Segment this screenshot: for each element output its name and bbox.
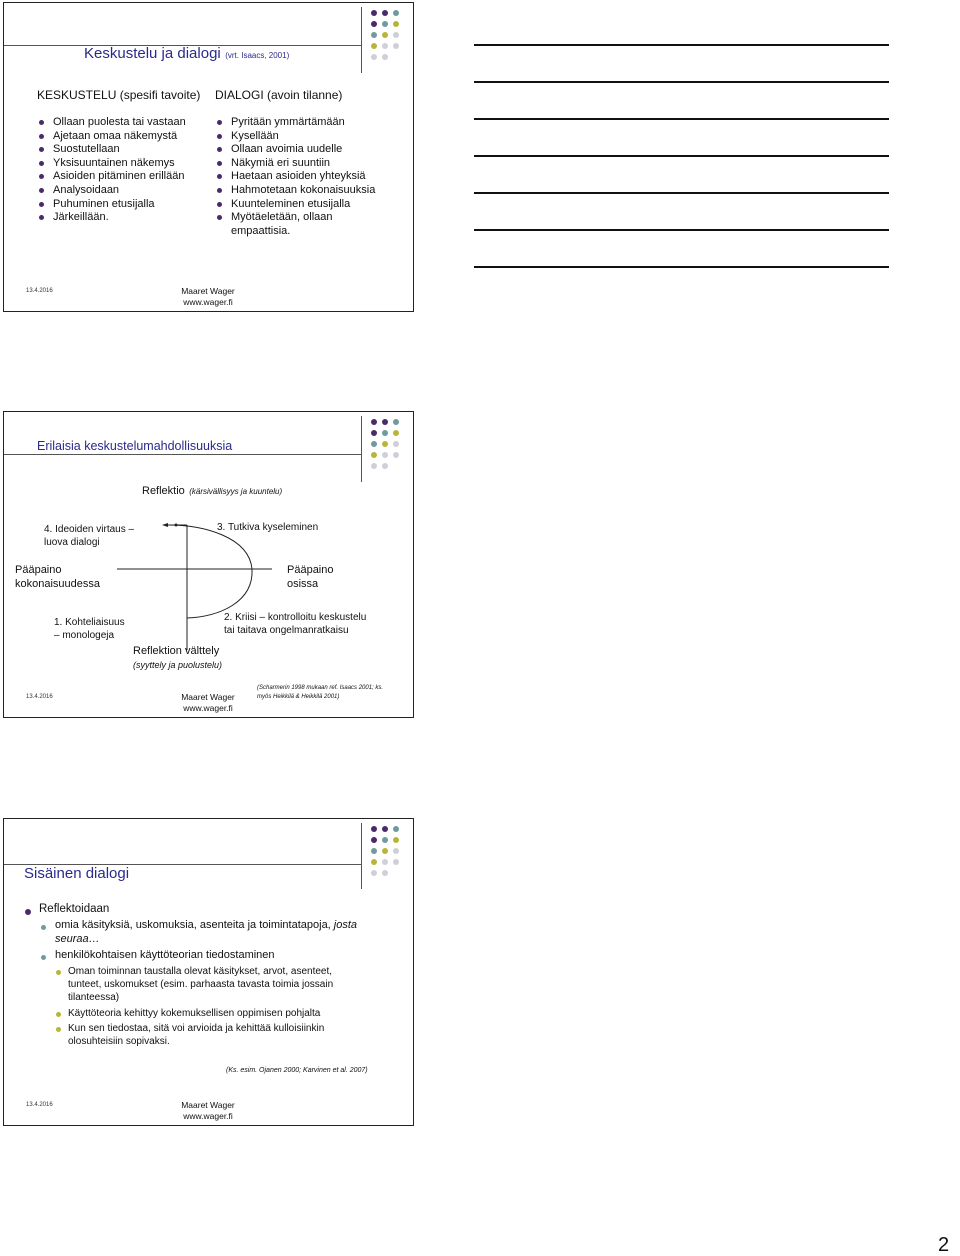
bottom-label-note: (syyttely ja puolustelu) bbox=[133, 660, 223, 670]
dot-decoration bbox=[382, 10, 388, 16]
quadrant-3-label: 3. Tutkiva kyseleminen bbox=[217, 522, 319, 533]
slide-title: Sisäinen dialogi bbox=[24, 865, 130, 882]
right-axis-line2: osissa bbox=[287, 578, 319, 590]
dot-decoration bbox=[393, 21, 399, 27]
list-item: Hahmotetaan kokonaisuuksia bbox=[231, 184, 376, 196]
bullet-icon bbox=[39, 174, 44, 179]
note-line bbox=[474, 44, 889, 46]
author-url: www.wager.fi bbox=[183, 1111, 233, 1121]
dot-decoration bbox=[371, 10, 377, 16]
list-item: Reflektoidaan bbox=[39, 903, 110, 915]
dot-decoration bbox=[382, 870, 388, 876]
list-item: Asioiden pitäminen erillään bbox=[53, 170, 185, 183]
curve-arc bbox=[168, 525, 252, 618]
bullet-icon bbox=[56, 1012, 61, 1017]
list-item: Järkeillään. bbox=[53, 211, 109, 224]
author-name: Maaret Wager bbox=[181, 692, 235, 702]
list-item: henkilökohtaisen käyttöteorian tiedostaminen bbox=[55, 949, 275, 961]
quadrant-2-line2: tai taitava ongelmanratkaisu bbox=[224, 625, 349, 636]
right-axis-line1: Pääpaino bbox=[287, 564, 334, 576]
arrow-head-left bbox=[162, 523, 168, 527]
slide-title-note: (vrt. Isaacs, 2001) bbox=[225, 51, 290, 60]
note-line bbox=[474, 118, 889, 120]
list-item bbox=[68, 1022, 324, 1048]
quadrant-4-line2: luova dialogi bbox=[44, 537, 100, 548]
arrow-dot bbox=[175, 524, 178, 527]
dot-decoration bbox=[371, 870, 377, 876]
list-item-text: omia käsityksiä, uskomuksia, asenteita ja toimintatapoja, bbox=[55, 919, 331, 931]
quadrant-4-label bbox=[44, 523, 134, 549]
list-item-line: Oman toiminnan taustalla olevat käsitykset, arvot, asenteet, bbox=[68, 966, 333, 977]
dot-decoration bbox=[382, 826, 388, 832]
dot-decoration bbox=[382, 21, 388, 27]
footer-author bbox=[168, 1100, 248, 1122]
reflektio-note: (kärsivällisyys ja kuuntelu) bbox=[189, 487, 283, 496]
page-number: 2 bbox=[938, 1234, 950, 1256]
slide-3 bbox=[3, 818, 414, 1126]
slide-2 bbox=[3, 411, 414, 718]
dot-decoration bbox=[393, 848, 399, 854]
bullet-icon bbox=[41, 925, 46, 930]
list-item: Kuunteleminen etusijalla bbox=[231, 197, 351, 210]
footer-author bbox=[168, 286, 248, 308]
dot-decoration bbox=[393, 859, 399, 865]
list-item: Myötäeletään, ollaan bbox=[231, 211, 333, 224]
dot-decoration bbox=[382, 32, 388, 38]
list-item: Ollaan puolesta tai vastaan bbox=[53, 116, 186, 128]
dot-decoration bbox=[393, 43, 399, 49]
list-item-line: tilanteessa) bbox=[68, 992, 120, 1003]
reflektio-label: Reflektio bbox=[142, 485, 185, 497]
quadrant-2-label bbox=[224, 611, 366, 637]
dot-decoration bbox=[371, 54, 377, 60]
bullet-icon bbox=[217, 120, 222, 125]
bullet-icon bbox=[39, 215, 44, 220]
list-item: empaattisia. bbox=[231, 224, 291, 237]
dot-decoration bbox=[382, 54, 388, 60]
dot-decoration bbox=[382, 859, 388, 865]
bullet-icon bbox=[56, 1027, 61, 1032]
author-name: Maaret Wager bbox=[181, 286, 235, 296]
note-line bbox=[474, 81, 889, 83]
bullet-icon bbox=[217, 134, 222, 139]
bullet-icon bbox=[56, 970, 61, 975]
list-item: Pyritään ymmärtämään bbox=[231, 116, 345, 128]
bullet-icon bbox=[39, 161, 44, 166]
left-axis-line2: kokonaisuudessa bbox=[15, 578, 101, 590]
footer-date: 13.4.2016 bbox=[26, 1102, 53, 1108]
dot-decoration bbox=[382, 848, 388, 854]
reflektion-valttely: Reflektion välttely bbox=[133, 645, 220, 657]
dot-decoration bbox=[393, 32, 399, 38]
source-line1: (Scharmerin 1998 mukaan ref. Isaacs 2001; ks. bbox=[257, 685, 384, 691]
column-heading: DIALOGI (avoin tilanne) bbox=[215, 88, 343, 102]
slide-title: Keskustelu ja dialogi bbox=[84, 45, 221, 62]
source-citation bbox=[257, 684, 383, 702]
list-item: Ollaan avoimia uudelle bbox=[231, 143, 343, 156]
bullet-icon bbox=[41, 955, 46, 960]
column-heading: KESKUSTELU (spesifi tavoite) bbox=[37, 88, 201, 102]
bullet-icon bbox=[39, 202, 44, 207]
quadrant-4-line1: 4. Ideoiden virtaus – bbox=[44, 524, 135, 535]
divider bbox=[361, 823, 362, 889]
dot-decoration bbox=[371, 32, 377, 38]
bullet-icon bbox=[217, 147, 222, 152]
bottom-label bbox=[133, 644, 222, 672]
list-item bbox=[68, 965, 333, 1004]
slide-1 bbox=[3, 2, 414, 312]
author-name: Maaret Wager bbox=[181, 1100, 235, 1110]
quadrant-1-label bbox=[54, 616, 125, 642]
dot-decoration bbox=[393, 10, 399, 16]
list-item-line: tunteet, uskomukset (esim. parhaasta tavasta toimia jossain bbox=[68, 979, 334, 990]
note-line bbox=[474, 192, 889, 194]
list-item: Haetaan asioiden yhteyksiä bbox=[231, 170, 366, 183]
bullet-icon bbox=[39, 188, 44, 193]
dot-decoration bbox=[371, 43, 377, 49]
note-line bbox=[474, 155, 889, 157]
list-item: Käyttöteoria kehittyy kokemuksellisen oppimisen pohjalta bbox=[68, 1008, 321, 1019]
bullet-icon bbox=[217, 188, 222, 193]
dot-decoration bbox=[382, 43, 388, 49]
left-axis-label bbox=[15, 563, 100, 591]
list-item-line: olosuhteisiin sopivaksi. bbox=[68, 1036, 170, 1047]
left-axis-line1: Pääpaino bbox=[15, 564, 62, 576]
bullet-icon bbox=[39, 134, 44, 139]
author-url: www.wager.fi bbox=[183, 703, 233, 713]
slide-title: Erilaisia keskustelumahdollisuuksia bbox=[37, 439, 233, 453]
dot-grid-decoration bbox=[371, 7, 407, 69]
dot-decoration bbox=[371, 21, 377, 27]
dot-decoration bbox=[371, 859, 377, 865]
dot-decoration bbox=[371, 848, 377, 854]
dot-decoration bbox=[382, 837, 388, 843]
list-item-emphasis: josta bbox=[330, 919, 358, 931]
list-item: Ajetaan omaa näkemystä bbox=[53, 129, 178, 142]
list-item: Puhuminen etusijalla bbox=[53, 197, 155, 210]
list-item-line: Kun sen tiedostaa, sitä voi arvioida ja kehittää kulloisiinkin bbox=[68, 1023, 325, 1034]
footer-date: 13.4.2016 bbox=[26, 288, 53, 294]
list-item: Kysellään bbox=[231, 129, 279, 142]
list-item: Analysoidaan bbox=[53, 184, 120, 196]
note-line bbox=[474, 229, 889, 231]
bullet-icon bbox=[39, 147, 44, 152]
source-citation: (Ks. esim. Ojanen 2000; Karvinen et al. 2007) bbox=[226, 1067, 368, 1074]
bullet-icon bbox=[217, 202, 222, 207]
quadrant-1-line1: 1. Kohteliaisuus bbox=[54, 617, 125, 628]
list-item bbox=[55, 919, 357, 946]
divider bbox=[361, 7, 362, 73]
dot-decoration bbox=[393, 826, 399, 832]
footer-date: 13.4.2016 bbox=[26, 694, 53, 700]
dot-decoration bbox=[371, 837, 377, 843]
source-line2: myös Heikkilä & Heikkilä 2001) bbox=[257, 694, 340, 700]
dot-decoration bbox=[371, 826, 377, 832]
bullet-icon bbox=[217, 215, 222, 220]
bullet-icon bbox=[217, 174, 222, 179]
author-url: www.wager.fi bbox=[183, 297, 233, 307]
dot-decoration bbox=[393, 837, 399, 843]
bullet-icon bbox=[39, 120, 44, 125]
quadrant-2-line1: 2. Kriisi – kontrolloitu keskustelu bbox=[224, 612, 367, 623]
slide-title-row bbox=[84, 45, 289, 63]
list-item: Yksisuuntainen näkemys bbox=[53, 156, 175, 169]
right-axis-label bbox=[287, 563, 334, 591]
bullet-icon bbox=[217, 161, 222, 166]
list-item: Näkymiä eri suuntiin bbox=[231, 156, 331, 169]
list-item: Suostutellaan bbox=[53, 143, 120, 156]
list-item-continuation: seuraa… bbox=[55, 932, 100, 945]
quadrant-1-line2: – monologeja bbox=[54, 630, 115, 641]
footer-author bbox=[168, 692, 248, 714]
dot-grid-decoration bbox=[371, 823, 407, 885]
bullet-icon bbox=[25, 909, 31, 915]
note-line bbox=[474, 266, 889, 268]
